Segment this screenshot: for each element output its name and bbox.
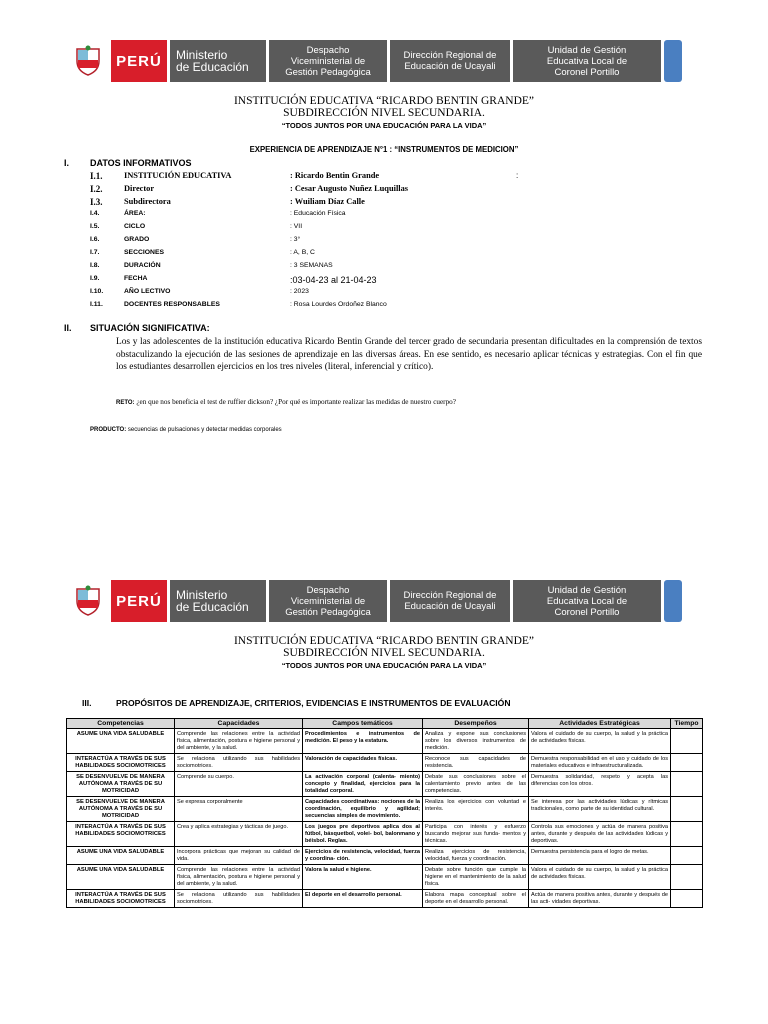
header-actividades: Actividades Estratégicas bbox=[529, 719, 671, 729]
cell-desempeno: Elabora mapa conceptual sobre el deporte en el desarrollo personal. bbox=[423, 890, 529, 908]
ugel-box bbox=[513, 580, 661, 622]
table-row bbox=[67, 772, 703, 797]
header-banner bbox=[68, 40, 682, 82]
propositos-table bbox=[66, 718, 703, 908]
cell-capacidad: Comprende las relaciones entre la actividad física, alimentación, postura e higiene personal y del ambiente, y la salud. bbox=[175, 865, 303, 890]
cell-campo: Valoración de capacidades físicas. bbox=[303, 754, 423, 772]
peru-coat-of-arms-icon bbox=[68, 580, 108, 622]
reto-text: ¿en que nos beneficia el test de ruffier dickson? ¿Por qué es importante realizar las medidas de nuestro cuerpo? bbox=[136, 398, 456, 406]
cell-capacidad: Crea y aplica estrategias y tácticas de juego. bbox=[175, 822, 303, 847]
table-row bbox=[67, 847, 703, 865]
dato-value: : Educación Física bbox=[290, 210, 346, 217]
cell-tiempo bbox=[671, 865, 703, 890]
blue-accent bbox=[664, 40, 682, 82]
cell-desempeno: Debate sobre función que cumple la higiene en el mantenimiento de la salud física. bbox=[423, 865, 529, 890]
ugel-box bbox=[513, 40, 661, 82]
situacion-paragraph: Los y las adolescentes de la institución educativa Ricardo Bentin Grande del tercer grado de secundaria presentan dificultades en la comprensión de textos obstaculizando la ejecución de las sesiones de aprendizaje en las diversas áreas. En ese sentido, es necesario aplicar técnicas y estrategias. Con el fin que los estudiantes desarrollen ejercicios en los tres niveles (literal, inferencial y crítico). bbox=[116, 337, 702, 372]
blue-accent bbox=[664, 580, 682, 622]
peru-brand: PERÚ bbox=[111, 580, 167, 622]
cell-competencia: SE DESENVUELVE DE MANERA AUTÓNOMA A TRAVÉS DE SU MOTRICIDAD bbox=[67, 797, 175, 822]
dato-label: AÑO LECTIVO bbox=[124, 288, 171, 295]
cell-capacidad: Se relaciona utilizando sus habilidades sociomotrices. bbox=[175, 754, 303, 772]
dato-num: I.1. bbox=[90, 171, 103, 181]
dato-extra: : bbox=[516, 171, 519, 180]
ugel-line: Unidad de Gestión bbox=[547, 44, 627, 56]
cell-tiempo bbox=[671, 822, 703, 847]
cell-campo: Capacidades coordinativas: nociones de la coordinación, equilibrio y agilidad; secuencias simples de movimiento. bbox=[303, 797, 423, 822]
cell-actividad: Controla sus emociones y actúa de manera positiva antes, durante y después de las actividades lúdicas y deportivas. bbox=[529, 822, 671, 847]
dato-num: I.9. bbox=[90, 275, 100, 282]
vm-line: Despacho bbox=[306, 584, 350, 596]
header-tiempo: Tiempo bbox=[671, 719, 703, 729]
reto-label: RETO: bbox=[116, 400, 135, 406]
peru-coat-of-arms-icon bbox=[68, 40, 108, 82]
cell-campo: El deporte en el desarrollo personal. bbox=[303, 890, 423, 908]
cell-actividad: Demuestra solidaridad, respeto y acepta las diferencias con los otros. bbox=[529, 772, 671, 797]
cell-tiempo bbox=[671, 754, 703, 772]
institution-name: INSTITUCIÓN EDUCATIVA “RICARDO BENTIN GRANDE” bbox=[233, 635, 535, 647]
cell-competencia: ASUME UNA VIDA SALUDABLE bbox=[67, 729, 175, 754]
header-desempenos: Desempeños bbox=[423, 719, 529, 729]
table-row bbox=[67, 754, 703, 772]
dre-line: Dirección Regional de bbox=[403, 590, 497, 601]
section3-num: III. bbox=[82, 698, 92, 708]
cell-actividad: Valora el cuidado de su cuerpo, la salud y la práctica de actividades físicas. bbox=[529, 729, 671, 754]
direccion-regional-box bbox=[390, 40, 510, 82]
cell-competencia: ASUME UNA VIDA SALUDABLE bbox=[67, 865, 175, 890]
cell-actividad: Se interesa por las actividades lúdicas y rítmicas tradicionales, como parte de su identidad cultural. bbox=[529, 797, 671, 822]
viceministerial-box bbox=[269, 580, 387, 622]
dato-num: I.8. bbox=[90, 262, 100, 269]
cell-competencia: SE DESENVUELVE DE MANERA AUTÓNOMA A TRAVÉS DE SU MOTRICIDAD bbox=[67, 772, 175, 797]
motto: “TODOS JUNTOS POR UNA EDUCACIÓN PARA LA VIDA” bbox=[281, 661, 487, 670]
ugel-line: Educativa Local de bbox=[546, 55, 628, 67]
ugel-line: Educativa Local de bbox=[546, 595, 628, 607]
header-capacidades: Capacidades bbox=[175, 719, 303, 729]
ugel-line: Coronel Portillo bbox=[554, 66, 620, 78]
cell-desempeno: Analiza y expone sus conclusiones sobre los diversos instrumentos de medición. bbox=[423, 729, 529, 754]
ministerio-box bbox=[170, 580, 266, 622]
cell-desempeno: Realiza ejercicios de resistencia, velocidad, fuerza y coordinación. bbox=[423, 847, 529, 865]
viceministerial-box bbox=[269, 40, 387, 82]
dato-value: :03-04-23 al 21-04-23 bbox=[290, 275, 377, 285]
dre-line: Educación de Ucayali bbox=[404, 61, 496, 72]
vm-line: Gestión Pedagógica bbox=[285, 606, 371, 618]
cell-competencia: INTERACTÚA A TRAVÉS DE SUS HABILIDADES SOCIOMOTRICES bbox=[67, 822, 175, 847]
dato-value: : Rosa Lourdes Ordoñez Blanco bbox=[290, 301, 387, 308]
section3-title: PROPÓSITOS DE APRENDIZAJE, CRITERIOS, EVIDENCIAS E INSTRUMENTOS DE EVALUACIÓN bbox=[116, 698, 511, 708]
cell-tiempo bbox=[671, 729, 703, 754]
reto bbox=[116, 398, 456, 406]
experiencia-title: EXPERIENCIA DE APRENDIZAJE N°1 : “INSTRUMENTOS DE MEDICION” bbox=[249, 145, 519, 154]
institution-name: INSTITUCIÓN EDUCATIVA “RICARDO BENTIN GRANDE” bbox=[233, 95, 535, 107]
table-row bbox=[67, 822, 703, 847]
section2-title: SITUACIÓN SIGNIFICATIVA: bbox=[90, 323, 210, 333]
table-row bbox=[67, 729, 703, 754]
cell-competencia: ASUME UNA VIDA SALUDABLE bbox=[67, 847, 175, 865]
dato-label: INSTITUCIÓN EDUCATIVA bbox=[124, 171, 232, 180]
producto-text: secuencias de pulsaciones y detectar medidas corporales bbox=[127, 427, 282, 433]
producto-label: PRODUCTO: bbox=[90, 427, 127, 433]
cell-tiempo bbox=[671, 772, 703, 797]
page-2 bbox=[0, 560, 768, 1024]
ministerio-line: Ministerio bbox=[176, 48, 228, 62]
cell-campo: La activación corporal (calenta- miento) concepto y finalidad, ejercicios para la totalidad corporal. bbox=[303, 772, 423, 797]
dato-label: Subdirectora bbox=[124, 197, 171, 206]
motto: “TODOS JUNTOS POR UNA EDUCACIÓN PARA LA VIDA” bbox=[281, 121, 487, 130]
cell-capacidad: Incorpora prácticas que mejoran su calidad de vida. bbox=[175, 847, 303, 865]
dre-line: Educación de Ucayali bbox=[404, 601, 496, 612]
institution-sub: SUBDIRECCIÓN NIVEL SECUNDARIA. bbox=[283, 107, 485, 119]
cell-desempeno: Realiza los ejercicios con voluntad e interés. bbox=[423, 797, 529, 822]
cell-capacidad: Se relaciona utilizando sus habilidades sociomotrices. bbox=[175, 890, 303, 908]
cell-actividad: Valora el cuidado de su cuerpo, la salud y la práctica de actividades físicas. bbox=[529, 865, 671, 890]
section1-num: I. bbox=[64, 158, 70, 168]
cell-actividad: Actúa de manera positiva antes, durante y después de las acti- vidades deportivas. bbox=[529, 890, 671, 908]
cell-tiempo bbox=[671, 890, 703, 908]
header-competencias: Competencias bbox=[67, 719, 175, 729]
dato-value: : 3° bbox=[290, 236, 301, 243]
dato-label: GRADO bbox=[124, 236, 150, 243]
cell-actividad: Demuestra persistencia para el logro de metas. bbox=[529, 847, 671, 865]
cell-tiempo bbox=[671, 797, 703, 822]
vm-line: Viceministerial de bbox=[290, 595, 366, 607]
cell-capacidad: Comprende las relaciones entre la actividad física, alimentación, postura e higiene personal y del ambiente, y la salud. bbox=[175, 729, 303, 754]
vm-line: Gestión Pedagógica bbox=[285, 66, 371, 78]
cell-actividad: Demuestra responsabilidad en el uso y cuidado de los materiales educativos e infraestructuralizada. bbox=[529, 754, 671, 772]
dato-label: FECHA bbox=[124, 275, 148, 282]
dato-value: : A, B, C bbox=[290, 249, 315, 256]
cell-desempeno: Participa con interés y esfuerzo buscando mejorar sus funda- mentos y técnicas. bbox=[423, 822, 529, 847]
cell-desempeno: Debate sus conclusiones sobre el calentamiento previo antes de las competencias. bbox=[423, 772, 529, 797]
dato-value: : Ricardo Bentin Grande bbox=[290, 171, 380, 180]
ugel-line: Coronel Portillo bbox=[554, 606, 620, 618]
cell-capacidad: Comprende su cuerpo. bbox=[175, 772, 303, 797]
ministerio-line: de Educación bbox=[176, 600, 249, 614]
dato-value: : VII bbox=[290, 223, 303, 230]
ugel-line: Unidad de Gestión bbox=[547, 584, 627, 596]
header-campos: Campos temáticos bbox=[303, 719, 423, 729]
dato-value: : 2023 bbox=[290, 288, 309, 295]
vm-line: Viceministerial de bbox=[290, 55, 366, 67]
table-row bbox=[67, 865, 703, 890]
cell-campo: Los juegos pre deportivos aplica dos al fútbol, básquetbol, volei- bol, balonmano y béisbol. Reglas. bbox=[303, 822, 423, 847]
dato-label: CICLO bbox=[124, 223, 146, 230]
producto bbox=[90, 427, 282, 433]
dato-label: DURACIÓN bbox=[124, 262, 161, 269]
cell-competencia: INTERACTÚA A TRAVÉS DE SUS HABILIDADES SOCIOMOTRICES bbox=[67, 890, 175, 908]
dato-label: ÁREA: bbox=[124, 210, 146, 217]
cell-capacidad: Se expresa corporalmente bbox=[175, 797, 303, 822]
ministerio-line: de Educación bbox=[176, 60, 249, 74]
dre-line: Dirección Regional de bbox=[403, 50, 497, 61]
institution-sub: SUBDIRECCIÓN NIVEL SECUNDARIA. bbox=[283, 647, 485, 659]
dato-value: : Wuiliam Díaz Calle bbox=[290, 197, 365, 206]
table-header-row bbox=[67, 719, 703, 729]
peru-brand: PERÚ bbox=[111, 40, 167, 82]
cell-desempeno: Reconoce sus capacidades de resistencia. bbox=[423, 754, 529, 772]
ministerio-box bbox=[170, 40, 266, 82]
vm-line: Despacho bbox=[306, 44, 350, 56]
dato-num: I.11. bbox=[90, 301, 103, 308]
cell-tiempo bbox=[671, 847, 703, 865]
dato-value: : 3 SEMANAS bbox=[290, 262, 333, 269]
dato-num: I.3. bbox=[90, 197, 103, 207]
dato-num: I.4. bbox=[90, 210, 100, 217]
table-row bbox=[67, 890, 703, 908]
dato-num: I.6. bbox=[90, 236, 100, 243]
direccion-regional-box bbox=[390, 580, 510, 622]
dato-label: Director bbox=[124, 184, 155, 193]
cell-campo: Procedimientos e instrumentos de medición. El peso y la estatura. bbox=[303, 729, 423, 754]
dato-num: I.7. bbox=[90, 249, 100, 256]
table-row bbox=[67, 797, 703, 822]
cell-competencia: INTERACTÚA A TRAVÉS DE SUS HABILIDADES SOCIOMOTRICES bbox=[67, 754, 175, 772]
dato-label: SECCIONES bbox=[124, 249, 165, 256]
section1-title: DATOS INFORMATIVOS bbox=[90, 158, 192, 168]
dato-label: DOCENTES RESPONSABLES bbox=[124, 301, 220, 308]
dato-num: I.10. bbox=[90, 288, 104, 295]
cell-campo: Ejercicios de resistencia, velocidad, fuerza y coordina- ción. bbox=[303, 847, 423, 865]
cell-campo: Valora la salud e higiene. bbox=[303, 865, 423, 890]
dato-num: I.5. bbox=[90, 223, 100, 230]
dato-value: : Cesar Augusto Nuñez Luquillas bbox=[290, 184, 409, 193]
dato-num: I.2. bbox=[90, 184, 103, 194]
section2-num: II. bbox=[64, 323, 72, 333]
ministerio-line: Ministerio bbox=[176, 588, 228, 602]
header-banner bbox=[68, 580, 682, 622]
